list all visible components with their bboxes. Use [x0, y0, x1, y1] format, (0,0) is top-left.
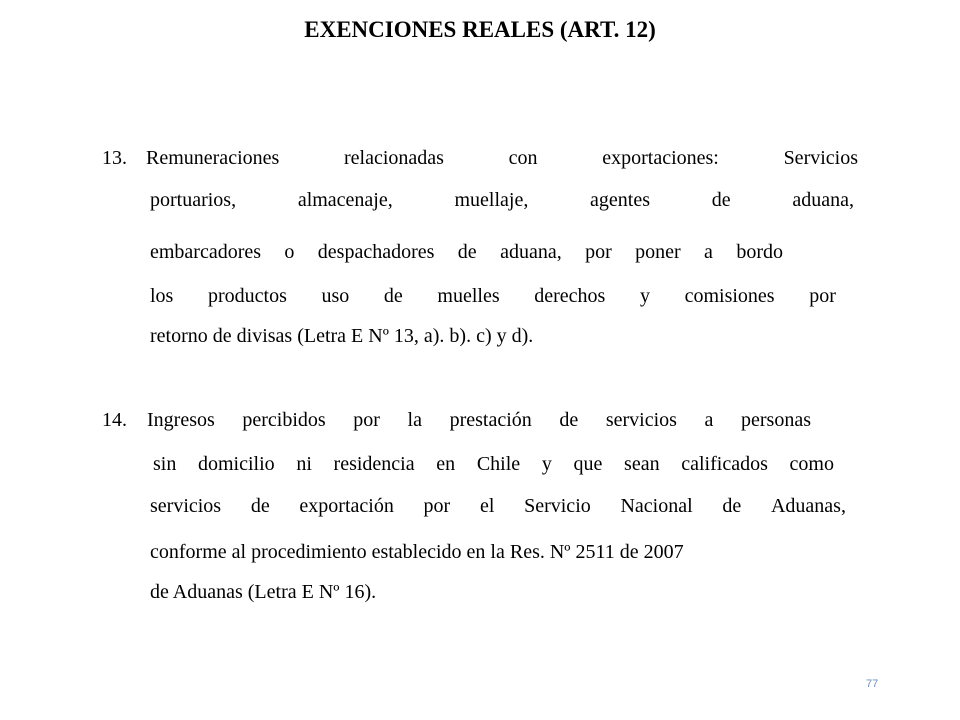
word: los [150, 285, 174, 307]
word: despachadores [317, 241, 435, 263]
word: muellaje, [454, 189, 529, 211]
paragraph-line [150, 282, 836, 310]
item-number: 13. [102, 147, 127, 169]
word: en [436, 453, 456, 475]
word: servicios [150, 495, 222, 517]
paragraph-line [147, 406, 811, 434]
word: aduana, [792, 189, 854, 211]
word: sean [624, 453, 660, 475]
word: de [559, 409, 579, 431]
word: que [573, 453, 603, 475]
word: portuarios, [150, 189, 237, 211]
word: de [250, 495, 270, 517]
word: bordo [736, 241, 783, 263]
paragraph-line: conforme al procedimiento establecido en la Res. Nº 2511 de 2007 [150, 541, 684, 563]
word: calificados [681, 453, 768, 475]
word: derechos [534, 285, 606, 307]
word: Ingresos [147, 409, 215, 431]
paragraph-line: de Aduanas (Letra E Nº 16). [150, 581, 377, 603]
word: prestación [449, 409, 532, 431]
paragraph-line [150, 186, 854, 214]
paragraph-line [153, 450, 834, 478]
word: el [479, 495, 495, 517]
word: de [457, 241, 477, 263]
word: Aduanas, [770, 495, 846, 517]
word: percibidos [242, 409, 326, 431]
word: residencia [333, 453, 415, 475]
word: agentes [590, 189, 651, 211]
word: con [508, 147, 538, 169]
word: de [383, 285, 403, 307]
word: embarcadores [150, 241, 262, 263]
word: por [353, 409, 380, 431]
word: Remuneraciones [146, 147, 280, 169]
word: productos [207, 285, 287, 307]
paragraph-line [150, 238, 783, 266]
word: por [423, 495, 451, 517]
word: Servicio [524, 495, 591, 517]
word: a [704, 409, 714, 431]
word: muelles [437, 285, 500, 307]
word: como [789, 453, 834, 475]
word: exportaciones: [602, 147, 719, 169]
word: personas [741, 409, 811, 431]
word: aduana, [500, 241, 562, 263]
word: por [809, 285, 836, 307]
word: domicilio [198, 453, 275, 475]
word: de [711, 189, 731, 211]
word: uso [321, 285, 350, 307]
word: Chile [476, 453, 521, 475]
word: Nacional [620, 495, 693, 517]
word: comisiones [684, 285, 775, 307]
paragraph-line: retorno de divisas (Letra E Nº 13, a). b). c) y d). [150, 325, 534, 347]
word: la [407, 409, 422, 431]
word: relacionadas [343, 147, 444, 169]
word: ni [296, 453, 312, 475]
word: por [585, 241, 612, 263]
word: servicios [605, 409, 677, 431]
word: y [541, 453, 552, 475]
paragraph-line [146, 144, 858, 172]
word: poner [635, 241, 681, 263]
word: exportación [299, 495, 394, 517]
word: sin [153, 453, 177, 475]
word: o [284, 241, 295, 263]
paragraph-line [150, 492, 846, 520]
word: a [704, 241, 713, 263]
word: y [639, 285, 650, 307]
page-title: EXENCIONES REALES (ART. 12) [304, 17, 656, 42]
word: de [722, 495, 742, 517]
page-number: 77 [866, 678, 879, 690]
word: Servicios [783, 147, 858, 169]
item-number: 14. [102, 409, 127, 431]
word: almacenaje, [297, 189, 393, 211]
